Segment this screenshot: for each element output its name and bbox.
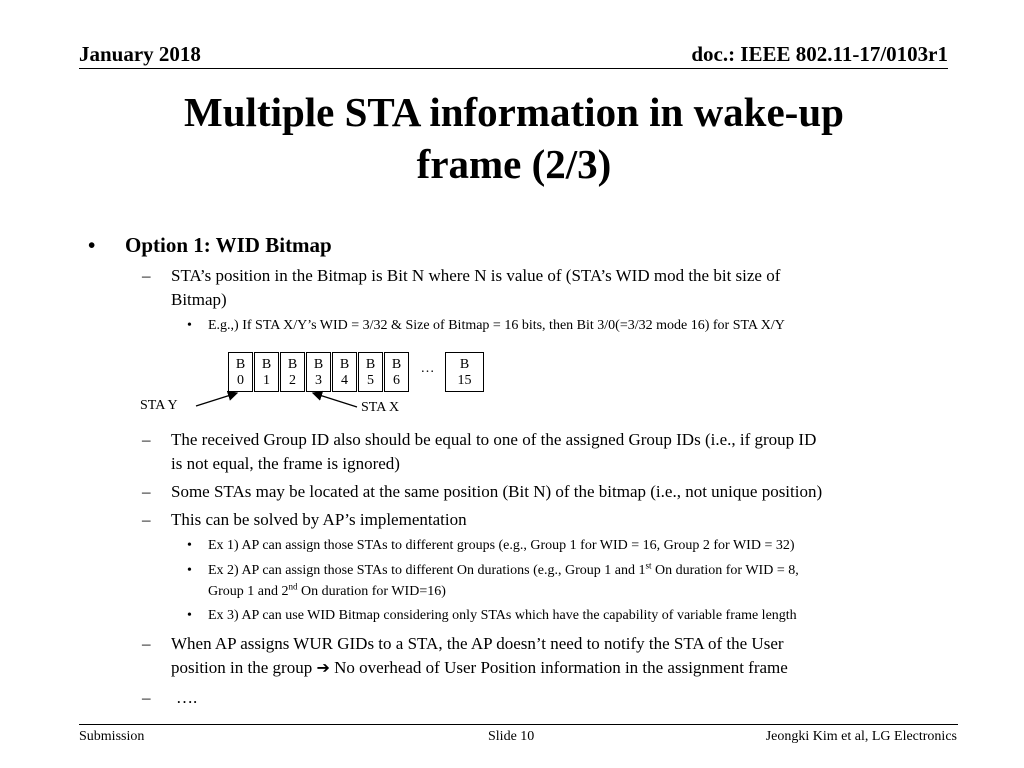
bullet-dot-small: •: [187, 538, 192, 553]
right-arrow-icon: ➔: [316, 658, 330, 677]
group-id-line2: is not equal, the frame is ignored): [171, 454, 400, 473]
slide-title-line1: Multiple STA information in wake-up: [184, 89, 844, 135]
bitmap-cell-b1: B 1: [254, 352, 279, 392]
bitmap-cell-b5: B 5: [358, 352, 383, 392]
wur-gid-line2: position in the group ➔ No overhead of User Position information in the assignment frame: [171, 658, 788, 677]
ex2-line1: Ex 2) AP can assign those STAs to different On durations (e.g., Group 1 and 1st On duration for WID = 8,: [208, 560, 799, 578]
position-rule-line1: STA’s position in the Bitmap is Bit N where N is value of (STA’s WID mod the bit size of: [171, 266, 781, 285]
group-id-line1: The received Group ID also should be equal to one of the assigned Group IDs (i.e., if group ID: [171, 430, 817, 449]
bullet-dash: –: [142, 430, 151, 449]
bullet-dot-small: •: [187, 608, 192, 623]
slide-title-line2: frame (2/3): [416, 141, 612, 187]
bullet-dash: –: [142, 634, 151, 653]
bitmap-cell-b3: B 3: [306, 352, 331, 392]
position-rule-line2: Bitmap): [171, 290, 227, 309]
bullet-dash: –: [142, 510, 151, 529]
ex3-text: Ex 3) AP can use WID Bitmap considering only STAs which have the capability of variable frame length: [208, 608, 797, 623]
option-heading: Option 1: WID Bitmap: [125, 233, 332, 257]
solved-by-ap-text: This can be solved by AP’s implementation: [171, 510, 467, 529]
group-id-text: [171, 428, 951, 476]
bullet-dot: •: [88, 233, 96, 257]
bullet-dash: –: [142, 688, 151, 707]
bitmap-cell-b15: B 15: [445, 352, 484, 392]
sta-x-label: STA X: [361, 400, 400, 415]
ex2-line2: Group 1 and 2nd On duration for WID=16): [208, 581, 446, 599]
ex2-text: [208, 560, 948, 602]
bullet-dot-small: •: [187, 318, 192, 333]
sta-y-label: STA Y: [140, 398, 178, 413]
ex1-text: Ex 1) AP can assign those STAs to different groups (e.g., Group 1 for WID = 16, Group 2 for WID = 32): [208, 538, 795, 553]
header-doc-id: doc.: IEEE 802.11-17/0103r1: [691, 42, 948, 66]
wur-gid-line1: When AP assigns WUR GIDs to a STA, the AP doesn’t need to notify the STA of the User: [171, 634, 784, 653]
footer-slide-number: Slide 10: [488, 729, 535, 744]
bullet-dash: –: [142, 266, 151, 285]
bitmap-cell-b6: B 6: [384, 352, 409, 392]
bullet-dash: –: [142, 482, 151, 501]
wur-gid-text: [171, 632, 951, 680]
bitmap-cell-b2: B 2: [280, 352, 305, 392]
footer-author: Jeongki Kim et al, LG Electronics: [765, 729, 957, 744]
bitmap-cell-b0: B 0: [228, 352, 253, 392]
same-position-text: Some STAs may be located at the same position (Bit N) of the bitmap (i.e., not unique position): [171, 482, 823, 501]
bitmap-gap-ellipsis: …: [420, 361, 435, 376]
arrow-sta-x-to-b3: [313, 393, 357, 407]
ellipsis-item: ….: [176, 688, 198, 707]
header-date: January 2018: [79, 42, 201, 66]
example-text: E.g.,) If STA X/Y’s WID = 3/32 & Size of Bitmap = 16 bits, then Bit 3/0(=3/32 mode 16) for STA X/Y: [208, 318, 785, 333]
bitmap-cell-b4: B 4: [332, 352, 357, 392]
bullet-dot-small: •: [187, 563, 192, 578]
footer-divider: [79, 724, 958, 725]
arrow-sta-y-to-b0: [196, 393, 237, 406]
footer-submission: Submission: [79, 729, 145, 744]
